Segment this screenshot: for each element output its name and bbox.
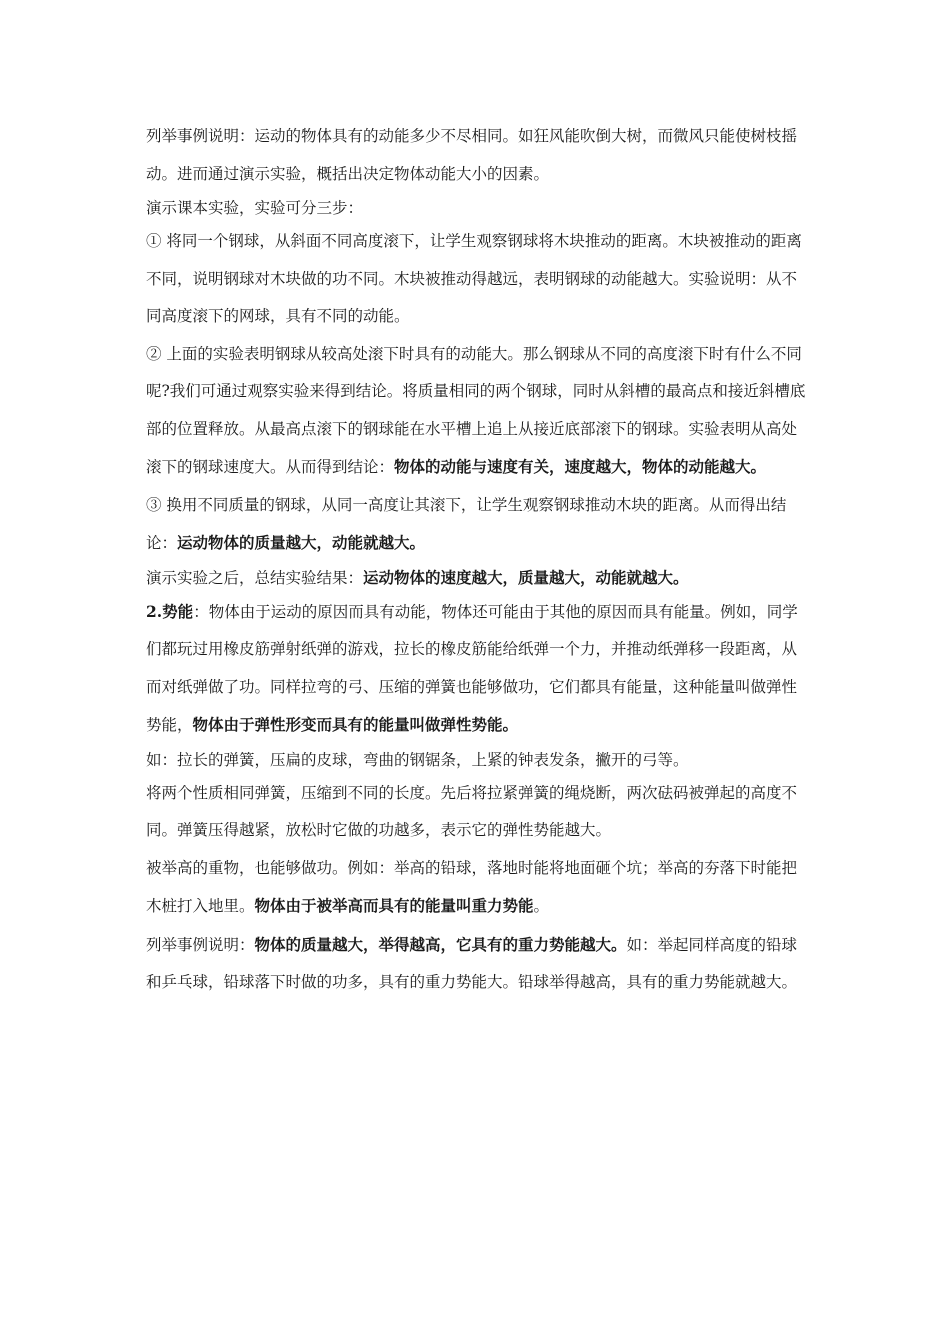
paragraph-step-1 xyxy=(146,223,806,336)
bold-conclusion: 运动物体的速度越大，质量越大，动能就越大。 xyxy=(363,567,689,587)
text-run: ③ 换用不同质量的钢球，从同一高度让其滚下，让学生观察钢球推动木块的距离。从而得出结论： xyxy=(146,495,787,552)
text-run: 将两个性质相同弹簧，压缩到不同的长度。先后将拉紧弹簧的绳烧断，两次砝码被弹起的高度不同。弹簧压得越紧，放松时它做的功越多，表示它的弹性势能越大。 xyxy=(146,783,798,839)
paragraph-kinetic-examples xyxy=(146,118,806,193)
text-run: ② 上面的实验表明钢球从较高处滚下时具有的动能大。那么钢球从不同的高度滚下时有什么不同呢?我们可通过观察实验来得到结论。将质量相同的两个钢球，同时从斜槽的最高点和接近斜槽底部的位置释放。从最高点滚下的钢球能在水平槽上追上从接近底部滚下的钢球。实验表明从高处滚下的钢球速度大。从而得到结论： xyxy=(146,344,806,476)
text-run: 列举事例说明：运动的物体具有的动能多少不尽相同。如狂风能吹倒大树，而微风只能使树枝摇动。进而通过演示实验，概括出决定物体动能大小的因素。 xyxy=(146,127,798,183)
paragraph-potential-energy xyxy=(146,593,806,745)
paragraph-gravitational-examples xyxy=(146,926,806,1002)
bold-definition: 物体由于弹性形变而具有的能量叫做弹性势能。 xyxy=(192,715,519,734)
text-run: 如：举起同样高度的铅球和乒乓球，铅球落下时做的功多，具有的重力势能大。铅球举得越高，具有的重力势能就越大。 xyxy=(146,935,798,991)
text-run: ：物体由于运动的原因而具有动能，物体还可能由于其他的原因而具有能量。例如，同学们都玩过用橡皮筋弹射纸弹的游戏，拉长的橡皮筋能给纸弹一个力，并推动纸弹移一段距离，从而对纸弹做了功。同样拉弯的弓、压缩的弹簧也能够做功，它们都具有能量，这种能量叫做弹性势能， xyxy=(146,602,798,734)
paragraph-spring-experiment xyxy=(146,775,806,850)
document-body xyxy=(146,118,806,1002)
bold-conclusion: 物体的动能与速度有关，速度越大，物体的动能越大。 xyxy=(394,457,767,476)
text-run: ① 将同一个钢球，从斜面不同高度滚下，让学生观察钢球将木块推动的距离。木块被推动的距离不同，说明钢球对木块做的功不同。木块被推动得越远，表明钢球的动能越大。实验说明：从不同高度滚下的网球，具有不同的动能。 xyxy=(146,232,802,325)
paragraph-elastic-examples xyxy=(146,745,806,775)
paragraph-experiment-summary xyxy=(146,563,806,593)
paragraph-step-3 xyxy=(146,487,806,563)
text-run: 。 xyxy=(533,897,550,915)
text-run: 演示课本实验，实验可分三步： xyxy=(146,199,364,217)
bold-definition: 物体由于被举高而具有的能量叫重力势能 xyxy=(254,896,534,915)
bold-conclusion: 物体的质量越大，举得越高，它具有的重力势能越大。 xyxy=(254,934,627,954)
text-run: 如：拉长的弹簧，压扁的皮球，弯曲的钢锯条，上紧的钟表发条，撇开的弓等。 xyxy=(146,750,689,769)
paragraph-gravitational xyxy=(146,850,806,926)
bold-conclusion: 运动物体的质量越大，动能就越大。 xyxy=(177,533,426,552)
text-run: 演示实验之后，总结实验结果： xyxy=(146,568,364,587)
section-heading: 2.势能 xyxy=(146,601,194,621)
paragraph-experiment-intro xyxy=(146,193,806,223)
text-run: 被举高的重物，也能够做功。例如：举高的铅球，落地时能将地面砸个坑；举高的夯落下时能把木桩打入地里。 xyxy=(146,858,798,915)
text-run: 列举事例说明： xyxy=(146,935,255,954)
paragraph-step-2 xyxy=(146,336,806,487)
